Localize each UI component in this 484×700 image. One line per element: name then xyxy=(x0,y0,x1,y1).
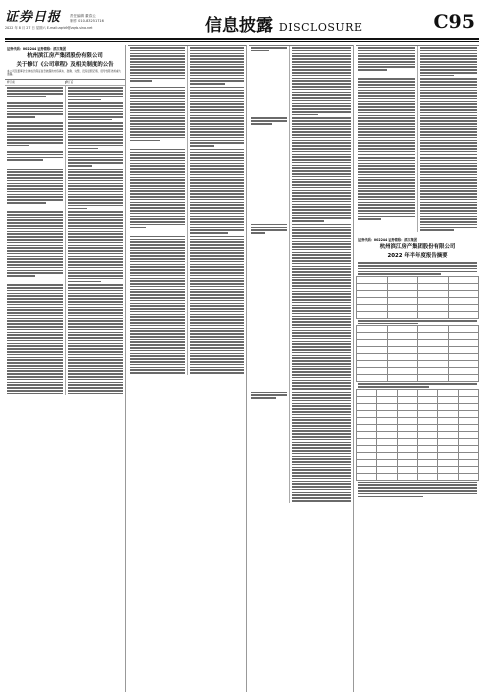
key-financials-table xyxy=(356,325,479,382)
column-1 xyxy=(5,45,126,692)
issue-date-line xyxy=(5,25,92,30)
amendment-row xyxy=(128,148,246,235)
table-row xyxy=(357,361,479,368)
stock-abbr: 证券简称：滨江集团 xyxy=(37,47,67,51)
masthead-rule-thin xyxy=(5,41,479,42)
table-row xyxy=(357,424,479,431)
table-row xyxy=(357,431,479,438)
table-row xyxy=(357,340,479,347)
masthead xyxy=(0,0,484,44)
column-4 xyxy=(356,45,479,692)
amendment-row xyxy=(5,86,125,101)
table-row xyxy=(357,333,479,340)
table-row xyxy=(357,347,479,354)
masthead-rule xyxy=(5,38,479,40)
amendment-row xyxy=(356,156,479,232)
amendment-row xyxy=(249,116,353,223)
amendment-row xyxy=(356,77,479,156)
announcement-meta xyxy=(7,47,123,51)
half-year-report xyxy=(356,238,479,498)
announcement-intro: 本公司及董事会全体成员保证信息披露的内容真实、准确、完整，没有虚假记载、误导性陈述或重大遗漏。 xyxy=(7,70,122,77)
after-header: 修订后 xyxy=(65,81,124,84)
section-title-cn: 信息披露 xyxy=(205,16,273,36)
table-row xyxy=(357,473,479,480)
amendment-row xyxy=(5,210,125,283)
amendment-table-continued xyxy=(356,45,479,232)
editor-label: 责任编辑 xyxy=(70,14,84,18)
table-row xyxy=(357,354,479,361)
company-info-table xyxy=(356,276,479,319)
report-company-name: 杭州滨江房产集团股份有限公司 xyxy=(379,244,456,250)
table-row xyxy=(357,466,479,473)
table-row xyxy=(357,410,479,417)
table-row xyxy=(357,417,479,424)
amendment-row xyxy=(5,283,125,395)
report-stock-code: 证券代码：002244 xyxy=(358,238,388,242)
table-row xyxy=(357,290,479,297)
amendment-row xyxy=(5,121,125,150)
report-title: 2022 年半年度报告摘要 xyxy=(387,252,448,259)
table-row xyxy=(357,445,479,452)
amendment-row xyxy=(5,101,125,121)
shareholders-table xyxy=(356,389,479,481)
amendment-row xyxy=(128,235,246,375)
table-row xyxy=(357,403,479,410)
section-subtitle: DISCLOSURE xyxy=(278,21,363,34)
table-row xyxy=(357,297,479,304)
table-row xyxy=(357,311,479,318)
report-stock-abbr: 证券简称：滨江集团 xyxy=(388,238,418,242)
amendment-row xyxy=(5,150,125,168)
amendment-table xyxy=(5,79,125,395)
table-row xyxy=(357,438,479,445)
amendment-row xyxy=(128,46,246,86)
company-name: 杭州滨江房产集团股份有限公司 xyxy=(27,53,103,59)
amendment-row xyxy=(249,391,353,503)
amendment-row xyxy=(249,223,353,391)
stock-code: 证券代码：002244 xyxy=(7,47,37,51)
amendment-table-continued xyxy=(249,45,353,503)
amendment-table-continued xyxy=(128,45,246,375)
contact-email: E-mail:zqrb9@zqrb.sina.net xyxy=(46,26,93,30)
amendment-row xyxy=(5,168,125,211)
table-row xyxy=(357,452,479,459)
report-meta xyxy=(358,238,477,242)
page-number: C95 xyxy=(433,11,475,33)
editor-name: 董春云 xyxy=(85,14,96,18)
contact-phone: 010-83251716 xyxy=(78,19,104,23)
table-row xyxy=(357,276,479,283)
table-row xyxy=(357,304,479,311)
amendment-row xyxy=(356,46,479,77)
report-footer-text xyxy=(356,481,479,499)
table-row xyxy=(357,283,479,290)
newspaper-logo: 证券日报 xyxy=(5,10,62,25)
column-3 xyxy=(249,45,354,692)
issue-date: 2022 年 8 月 27 日 星期六 xyxy=(5,26,46,30)
before-header: 修订前 xyxy=(7,81,15,85)
table-row xyxy=(357,326,479,333)
table-row xyxy=(357,389,479,396)
table-row xyxy=(357,459,479,466)
table-row xyxy=(357,368,479,375)
table-row xyxy=(357,375,479,382)
amendment-row xyxy=(249,46,353,116)
section-title xyxy=(205,11,362,36)
amendment-row xyxy=(128,86,246,148)
report-intro-text xyxy=(356,261,479,276)
designer-label: 制作 xyxy=(70,19,77,23)
column-2 xyxy=(128,45,247,692)
table-row xyxy=(357,396,479,403)
masthead-meta xyxy=(70,14,104,24)
announcement-title: 关于修订《公司章程》及相关制度的公告 xyxy=(16,61,114,68)
